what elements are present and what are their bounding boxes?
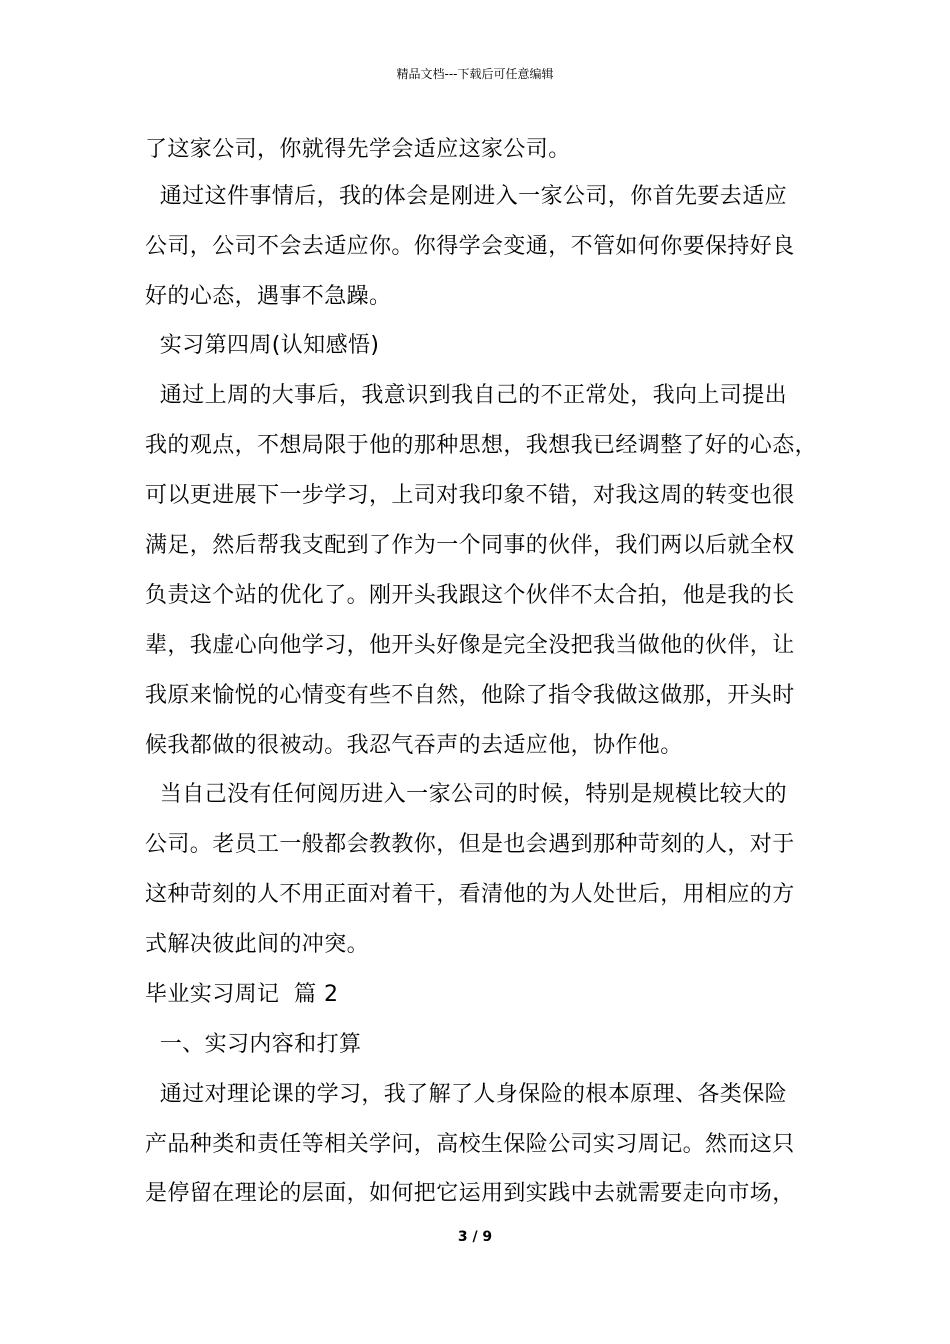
paragraph-line: 可以更进展下一步学习，上司对我印象不错，对我这周的转变也很 — [145, 483, 795, 508]
paragraph-line: 通过这件事情后，我的体会是刚进入一家公司，你首先要去适应 — [145, 184, 787, 209]
paragraph-line: 负责这个站的优化了。刚开头我跟这个伙伴不太合拍，他是我的长 — [145, 583, 795, 608]
paragraph-line: 当自己没有任何阅历进入一家公司的时候，特别是规模比较大的 — [145, 782, 787, 807]
paragraph-line: 通过上周的大事后，我意识到我自己的不正常处，我向上司提出 — [145, 383, 787, 408]
paragraph-line: 这种苛刻的人不用正面对着干，看清他的为人处世后，用相应的方 — [145, 882, 795, 907]
section-heading: 实习第四周(认知感悟) — [145, 333, 380, 358]
page-number: 3 / 9 — [457, 1229, 493, 1245]
paragraph-line: 产品种类和责任等相关学问，高校生保险公司实习周记。然而这只 — [145, 1132, 795, 1157]
paragraph-line: 了这家公司，你就得先学会适应这家公司。 — [145, 137, 571, 162]
section-heading: 一、实习内容和打算 — [145, 1032, 362, 1057]
section-title: 毕业实习周记 篇 2 — [145, 982, 339, 1007]
paragraph-line: 我原来愉悦的心情变有些不自然，他除了指令我做这做那，开头时 — [145, 683, 795, 708]
paragraph-line: 好的心态，遇事不急躁。 — [145, 284, 392, 309]
paragraph-line: 候我都做的很被动。我忍气吞声的去适应他，协作他。 — [145, 733, 683, 758]
paragraph-line: 满足，然后帮我支配到了作为一个同事的伙伴，我们两以后就全权 — [145, 533, 795, 558]
paragraph-line: 公司。老员工一般都会教教你，但是也会遇到那种苛刻的人，对于 — [145, 832, 795, 857]
paragraph-line: 辈，我虚心向他学习，他开头好像是完全没把我当做他的伙伴，让 — [145, 633, 795, 658]
paragraph-line: 我的观点，不想局限于他的那种思想，我想我已经调整了好的心态， — [145, 433, 818, 458]
paragraph-line: 式解决彼此间的冲突。 — [145, 932, 370, 957]
paragraph-line: 是停留在理论的层面，如何把它运用到实践中去就需要走向市场， — [145, 1181, 795, 1206]
paragraph-line: 公司，公司不会去适应你。你得学会变通，不管如何你要保持好良 — [145, 234, 795, 259]
page-header: 精品文档---下载后可任意编辑 — [396, 67, 554, 81]
paragraph-line: 通过对理论课的学习，我了解了人身保险的根本原理、各类保险 — [145, 1082, 787, 1107]
